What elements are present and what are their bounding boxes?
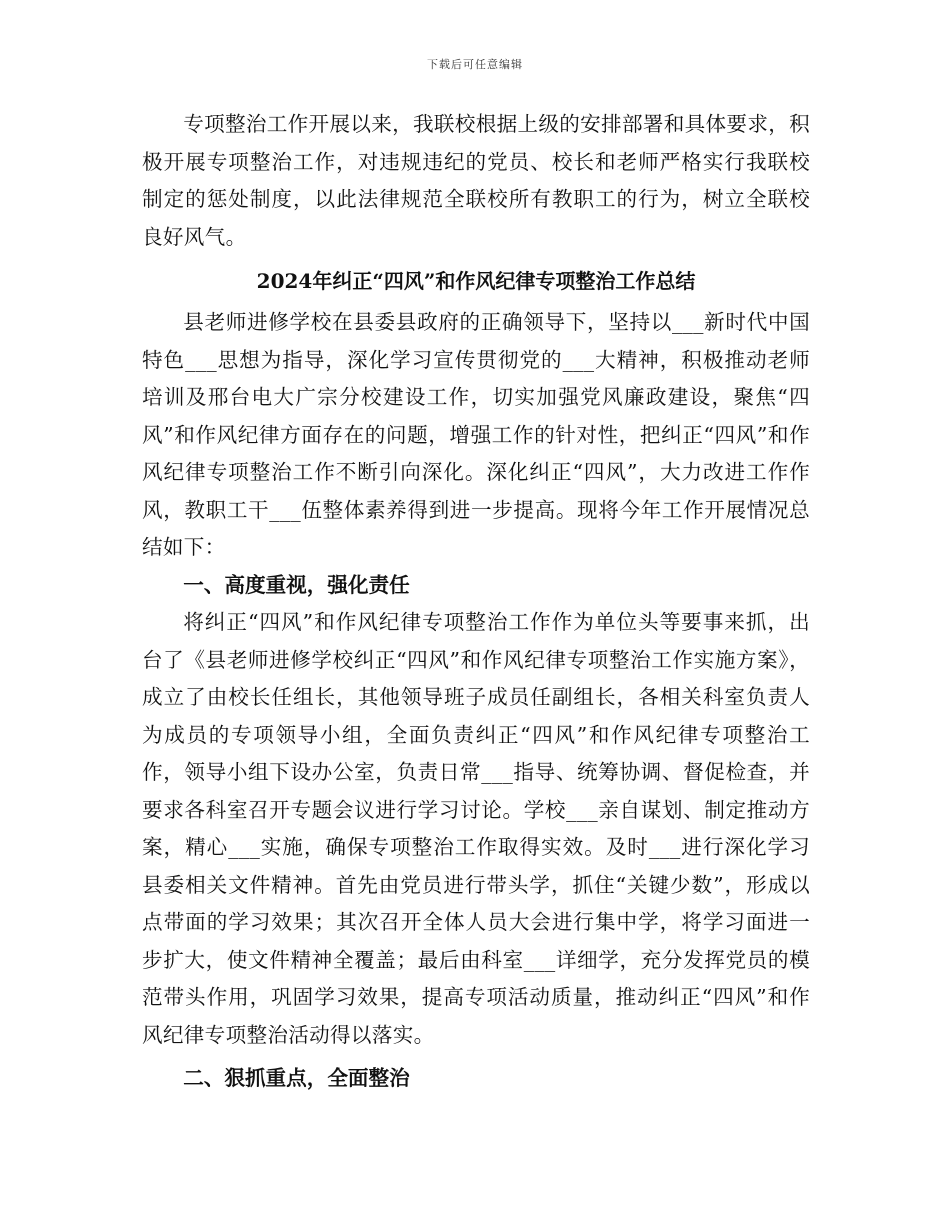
paragraph-1: 县老师进修学校在县委县政府的正确领导下，坚持以___新时代中国特色___思想为指导，深化学习宣传贯彻党的___大精神，积极推动老师培训及邢台电大广宗分校建设工作，切实加强党风廉政建设，聚焦“四风”和作风纪律方面存在的问题，增强工作的针对性，把纠正“四风”和作风纪律专项整治工作不断引向深化。深化纠正“四风”，大力改进工作作风，教职工干___伍整体素养得到进一步提高。现将今年工作开展情况总结如下： (142, 310, 810, 559)
page-header-note: 下载后可任意编辑 (427, 58, 523, 71)
document-title: 2024年纠正“四风”和作风纪律专项整治工作总结 (256, 269, 696, 293)
intro-paragraph: 专项整治工作开展以来，我联校根据上级的安排部署和具体要求，积极开展专项整治工作，对违规违纪的党员、校长和老师严格实行我联校制定的惩处制度，以此法律规范全联校所有教职工的行为，树立全联校良好风气。 (142, 112, 810, 249)
section-1-heading: 一、高度重视，强化责任 (183, 572, 410, 597)
section-1-paragraph: 将纠正“四风”和作风纪律专项整治工作作为单位头等要事来抓，出台了《县老师进修学校纠正“四风”和作风纪律专项整治工作实施方案》，成立了由校长任组长，其他领导班子成员任副组长，各相关科室负责人为成员的专项领导小组，全面负责纠正“四风”和作风纪律专项整治工作，领导小组下设办公室，负责日常___指导、统筹协调、督促检查，并要求各科室召开专题会议进行学习讨论。学校___亲自谋划、制定推动方案，精心___实施，确保专项整治工作取得实效。及时___进行深化学习县委相关文件精神。首先由党员进行带头学，抓住“关键少数”，形成以点带面的学习效果；其次召开全体人员大会进行集中学，将学习面进一步扩大，使文件精神全覆盖；最后由科室___详细学，充分发挥党员的模范带头作用，巩固学习效果，提高专项活动质量，推动纠正“四风”和作风纪律专项整治活动得以落实。 (142, 610, 810, 1047)
section-2-heading: 二、狠抓重点，全面整治 (183, 1066, 410, 1090)
document-body (142, 106, 810, 1098)
